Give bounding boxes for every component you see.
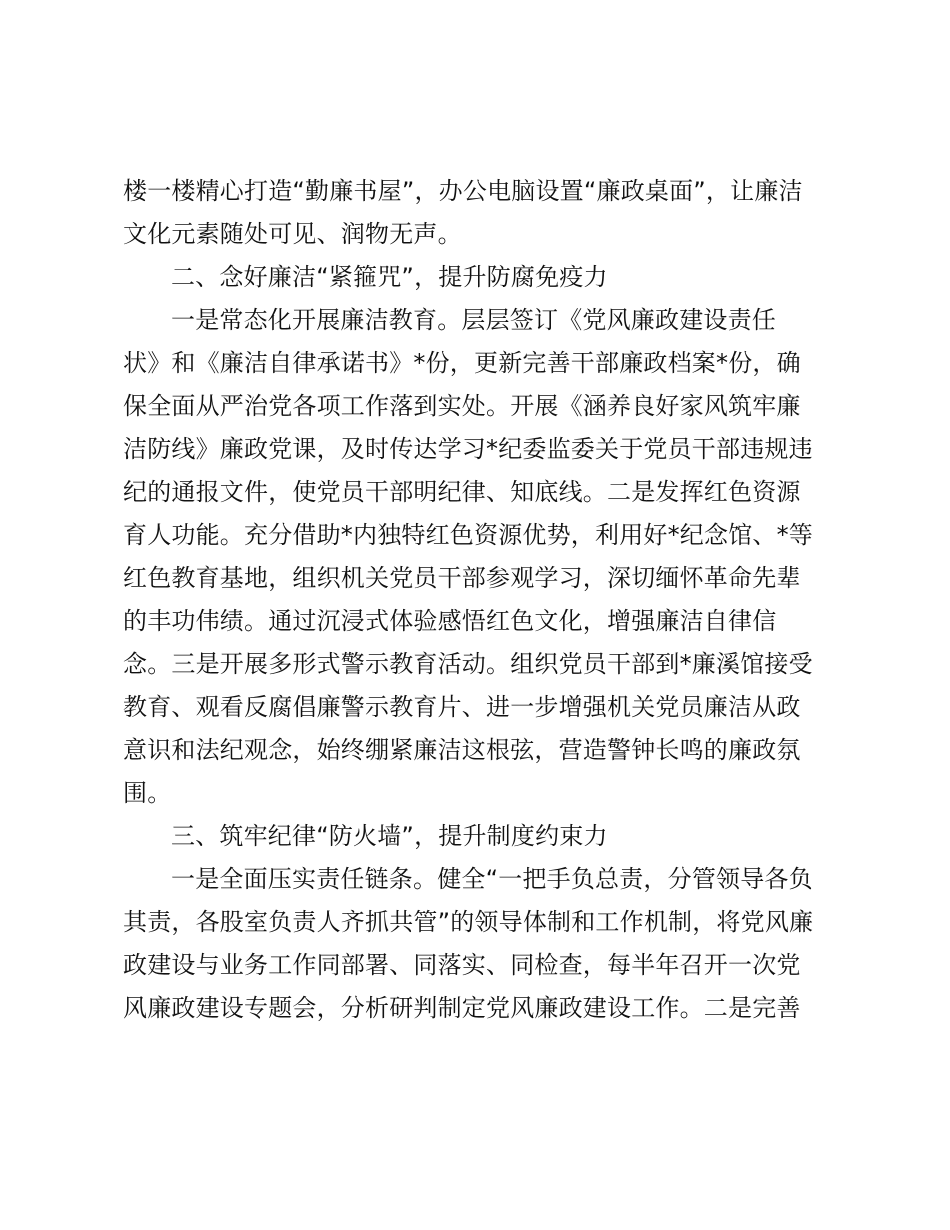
section-heading: 二、念好廉洁“紧箍咒”，提升防腐免疫力 xyxy=(171,263,608,291)
section-heading: 三、筑牢纪律“防火墙”，提升制度约束力 xyxy=(171,822,608,850)
text-line: 楼一楼精心打造“勤廉书屋”，办公电脑设置“廉政桌面”，让廉洁 xyxy=(123,177,803,205)
text-line: 教育、观看反腐倡廉警示教育片、进一步增强机关党员廉洁从政 xyxy=(123,693,801,721)
text-line: 洁防线》廉政党课，及时传达学习*纪委监委关于党员干部违规违 xyxy=(123,435,813,463)
text-line: 保全面从严治党各项工作落到实处。开展《涵养良好家风筑牢廉 xyxy=(123,392,801,420)
text-line: 围。 xyxy=(123,779,172,807)
text-line: 文化元素随处可见、润物无声。 xyxy=(123,220,462,248)
text-line: 育人功能。充分借助*内独特红色资源优势，利用好*纪念馆、*等 xyxy=(123,521,813,549)
text-line: 一是常态化开展廉洁教育。层层签订《党风廉政建设责任 xyxy=(171,306,776,334)
text-line: 念。三是开展多形式警示教育活动。组织党员干部到*廉溪馆接受 xyxy=(123,650,813,678)
text-line: 纪的通报文件，使党员干部明纪律、知底线。二是发挥红色资源 xyxy=(123,478,801,506)
text-line: 政建设与业务工作同部署、同落实、同检查，每半年召开一次党 xyxy=(123,951,801,979)
text-line: 其责，各股室负责人齐抓共管”的领导体制和工作机制，将党风廉 xyxy=(123,908,814,936)
text-line: 红色教育基地，组织机关党员干部参观学习，深切缅怀革命先辈 xyxy=(123,564,801,592)
text-line: 的丰功伟绩。通过沉浸式体验感悟红色文化，增强廉洁自律信 xyxy=(123,607,777,635)
text-line: 意识和法纪观念，始终绷紧廉洁这根弦，营造警钟长鸣的廉政氛 xyxy=(123,736,801,764)
text-line: 一是全面压实责任链条。健全“一把手负总责，分管领导各负 xyxy=(171,865,813,893)
text-line: 状》和《廉洁自律承诺书》*份，更新完善干部廉政档案*份，确 xyxy=(123,349,801,377)
text-line: 风廉政建设专题会，分析研判制定党风廉政建设工作。二是完善 xyxy=(123,994,801,1022)
